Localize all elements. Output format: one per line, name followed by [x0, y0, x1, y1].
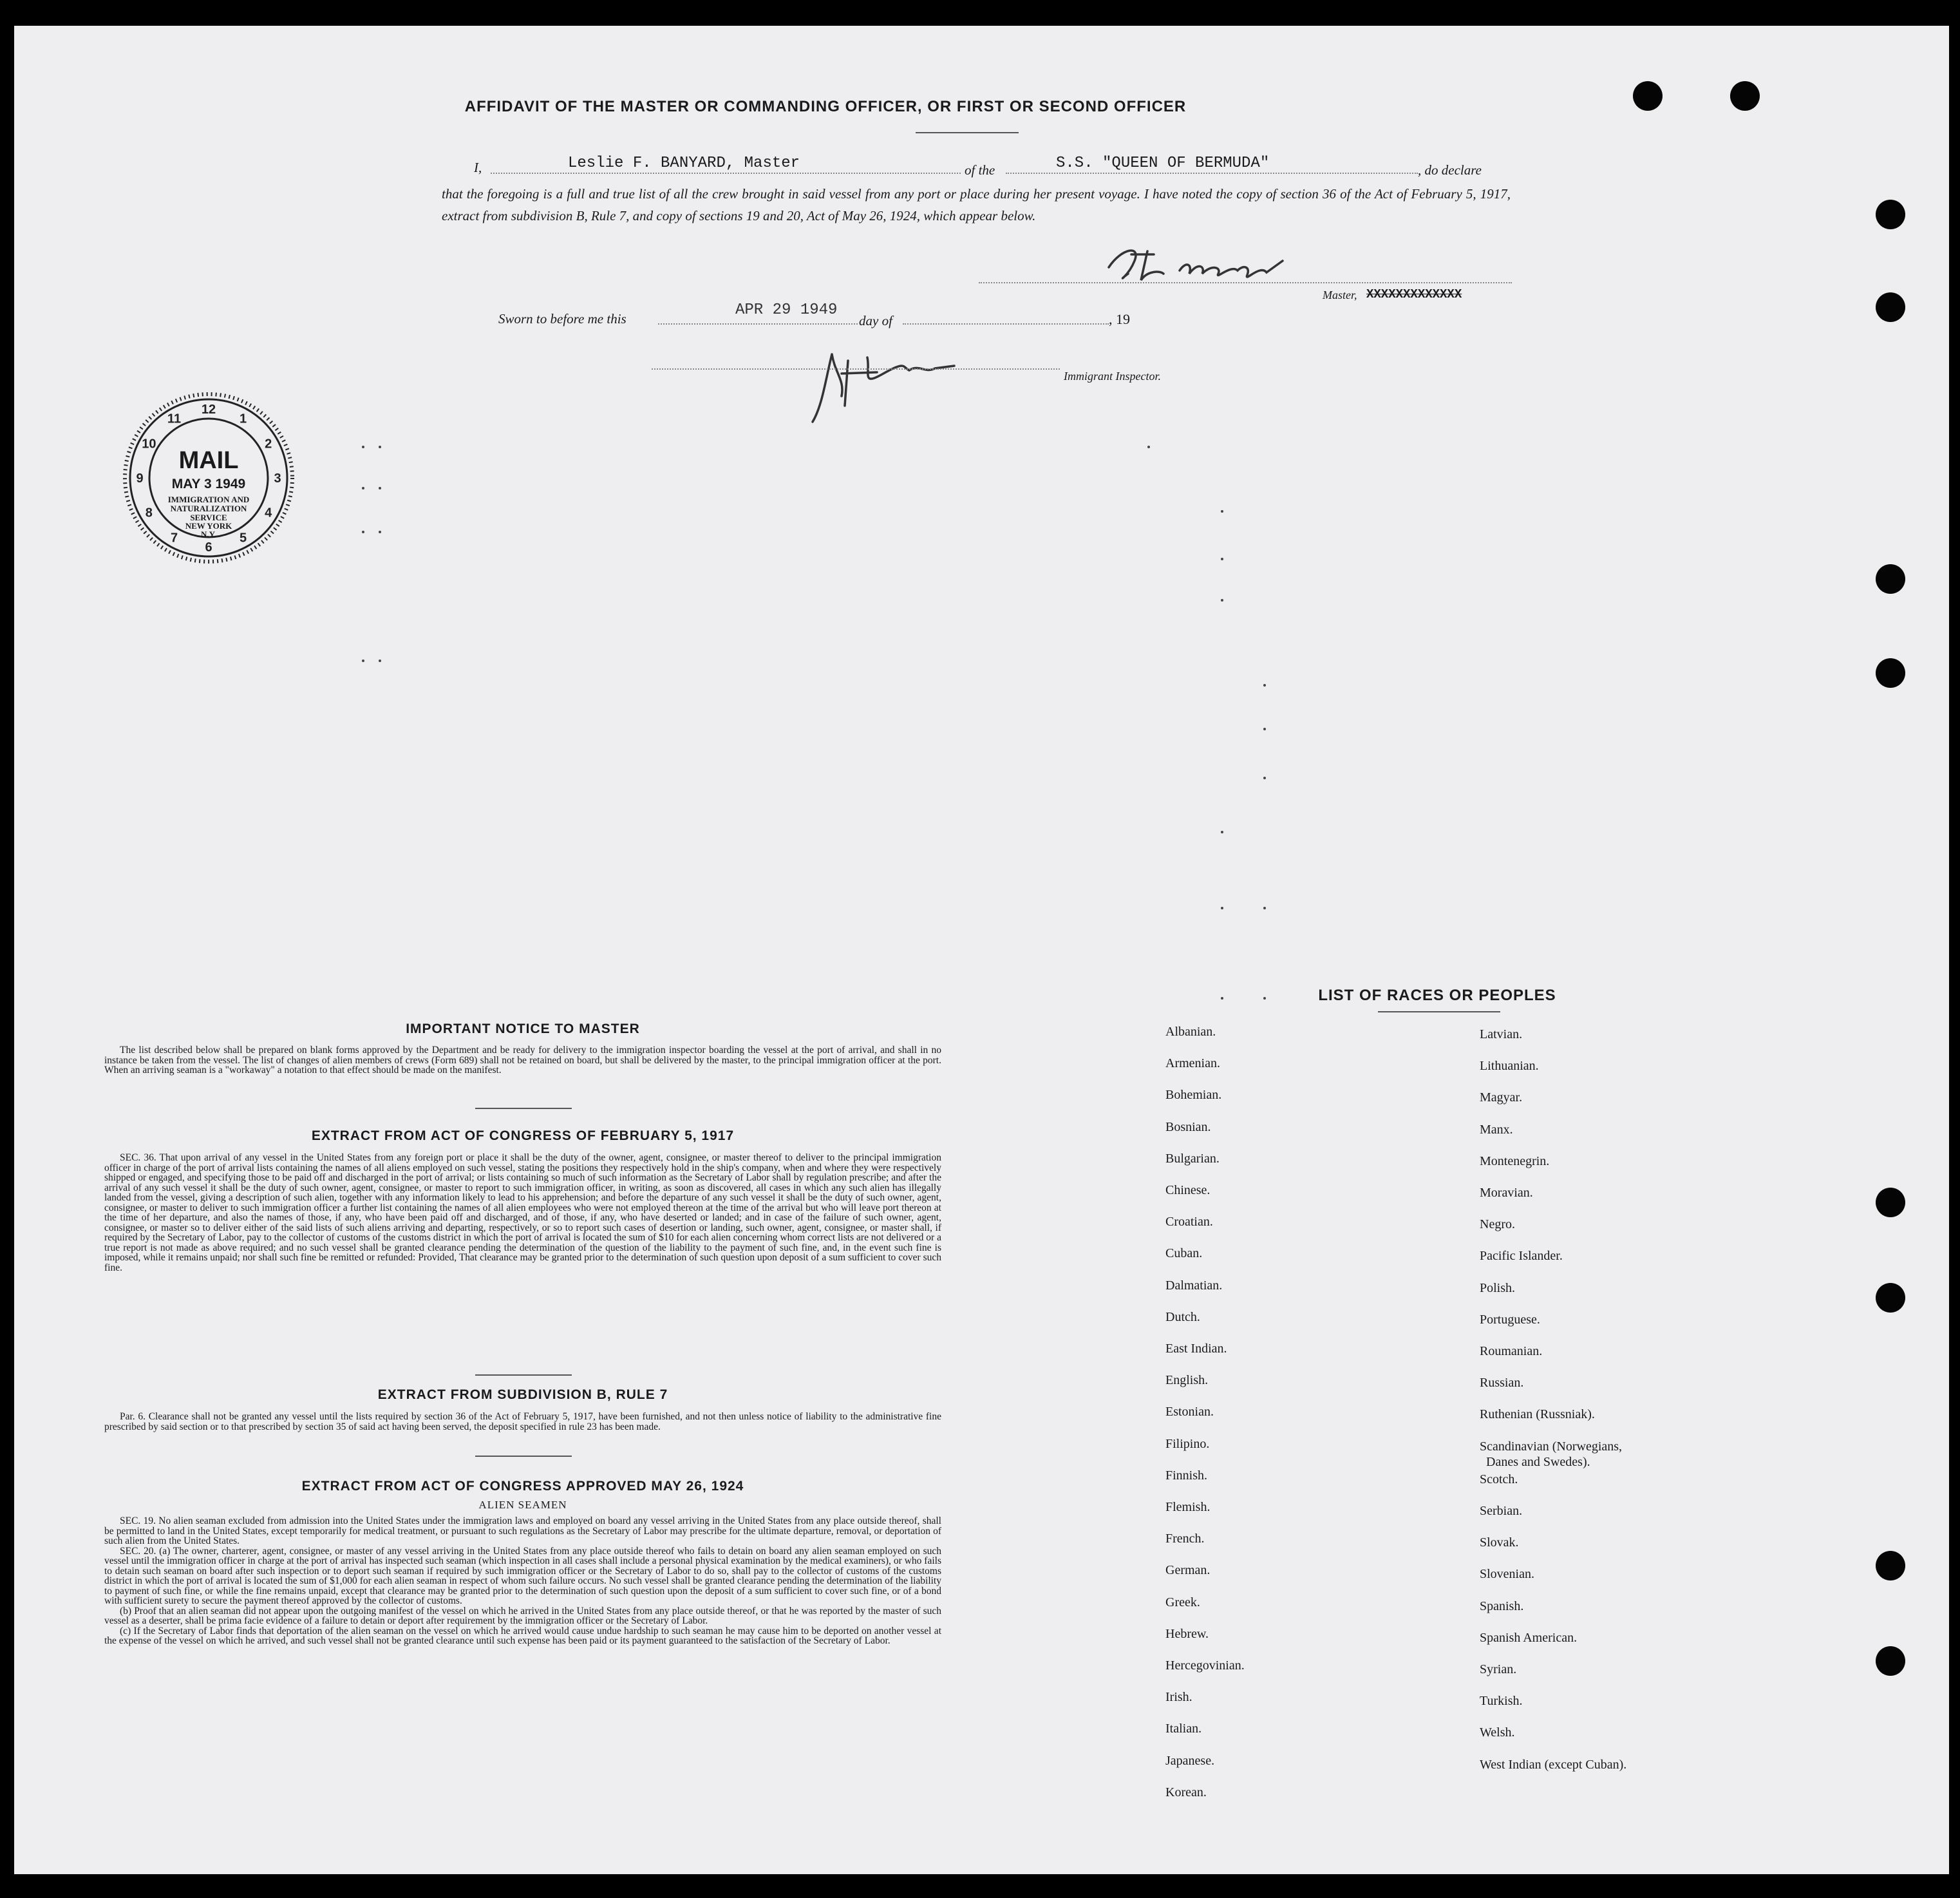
- stamp-mail: MAIL: [178, 447, 239, 474]
- inspector-label: Immigrant Inspector.: [1064, 370, 1161, 383]
- divider: [475, 1456, 572, 1457]
- race-item: Turkish.: [1480, 1694, 1523, 1709]
- divider: [1378, 1011, 1500, 1012]
- extract-1924-subtitle: ALIEN SEAMEN: [478, 1499, 567, 1511]
- of-the-label: of the: [965, 162, 995, 178]
- vessel-line: [1006, 173, 1418, 174]
- race-item: Manx.: [1480, 1122, 1513, 1137]
- punch-hole: [1876, 564, 1905, 594]
- speck: [379, 446, 381, 448]
- race-item: Syrian.: [1480, 1662, 1517, 1676]
- stamp-clock-number: 10: [142, 437, 156, 451]
- race-item: Russian.: [1480, 1376, 1524, 1390]
- month-line: [903, 323, 1109, 325]
- race-item-continued: Danes and Swedes).: [1486, 1454, 1590, 1469]
- race-item: Greek.: [1165, 1595, 1200, 1609]
- section-19: SEC. 19. No alien seaman excluded from admission into the United States under the immigration laws and employed on board any vessel arriving in the United States from any place outside thereof, shall be permitted to land in the United States, except temporarily for medical treatment, or pursuant to such regulations as the Secretary of Labor may prescribe for the ultimate departure, removal, or deportation of such alien from the United States.: [104, 1515, 941, 1546]
- day-of-label: day of: [859, 313, 892, 328]
- speck: [379, 660, 381, 662]
- race-item: Bosnian.: [1165, 1119, 1211, 1134]
- sworn-label: Sworn to before me this: [498, 311, 627, 327]
- stamp-clock-number: 4: [265, 506, 272, 520]
- speck: [1263, 728, 1266, 730]
- name-line: [491, 173, 961, 174]
- speck: [1221, 831, 1223, 833]
- extract-1917-body: [104, 1153, 941, 1273]
- do-declare-label: , do declare: [1418, 162, 1482, 178]
- punch-hole: [1876, 1188, 1905, 1217]
- stamp-clock-number: 12: [201, 403, 216, 417]
- race-item: Moravian.: [1480, 1186, 1533, 1200]
- notice-body: [104, 1045, 941, 1076]
- stamp-clock-number: 9: [136, 471, 144, 486]
- notice-paragraph: The list described below shall be prepared on blank forms approved by the Department and be ready for delivery to the immigration inspector boarding the vessel at the port of arrival, and shall in no instance be taken from the vessel. The list of changes of alien members of crews (Form 689) shall not be retained on board, but shall be delivered by the master, to the principal immigration officer at the port. When an arriving seaman is a "workaway" a notation to that effect should be made on the manifest.: [104, 1045, 941, 1076]
- race-item: Spanish.: [1480, 1599, 1524, 1613]
- race-item: Scandinavian (Norwegians,: [1480, 1439, 1623, 1454]
- stamp-line-4: NEW YORK: [185, 521, 232, 531]
- extract-1917-paragraph: SEC. 36. That upon arrival of any vessel in the United States from any foreign port or place it shall be the duty of the owner, agent, consignee, or master thereof to deliver to the principal immigration officer in charge of the port of arrival lists containing the names of all aliens employed on such vessel, stating the positions they respectively hold in the ship's company, when and where they were respectively shipped or engaged, and specifying those to be paid off and discharged in the port of arrival; or lists containing so much of such information as the Secretary of Labor shall by regulation prescribe; and after the arrival of any such vessel it shall be the duty of such owner, agent, consignee, or master to report to such immigration officer, in writing, as soon as discovered, all cases in which any such alien has illegally landed from the vessel, giving a description of such alien, together with any information likely to lead to his apprehension; and before the departure of any such vessel it shall be the duty of such owner, agent, consignee, or master to deliver to such immigration officer a further list containing the names of all alien employees who were not employed thereon at the time of the arrival but who will leave port thereon at the time of her departure, and also the names of those, if any, who have been paid off and discharged, and of those, if any, who have deserted or landed; and in case of the failure of such owner, agent, consignee, or master so to deliver either of the said lists of such aliens arriving and departing, respectively, or so to report such cases of desertion or landing, such owner, agent, consignee, or master shall, if required by the Secretary of Labor, pay to the collector of customs of the customs district in which the port of arrival is located the sum of $10 for each alien concerning whom correct lists are not delivered or a true report is not made as above required; and no such vessel shall be granted clearance pending the determination of the question of the liability to the payment of such fine, and, in the event such fine is imposed, while it remains unpaid; nor shall such fine be remitted or refunded: Provided, That clearance may be granted prior to the determination of such question upon deposit of a sum sufficient to cover such fine.: [104, 1152, 941, 1273]
- race-item: Latvian.: [1480, 1027, 1523, 1041]
- race-item: Cuban.: [1165, 1246, 1203, 1261]
- race-item: English.: [1165, 1373, 1209, 1388]
- stamp-date: MAY 3 1949: [171, 477, 246, 491]
- notice-title: IMPORTANT NOTICE TO MASTER: [406, 1021, 640, 1036]
- mail-received-stamp: [121, 390, 296, 565]
- race-item: Croatian.: [1165, 1215, 1213, 1229]
- punch-hole: [1730, 81, 1760, 111]
- speck: [362, 446, 364, 448]
- race-item: Korean.: [1165, 1785, 1207, 1799]
- race-item: Armenian.: [1165, 1056, 1220, 1071]
- punch-hole: [1876, 1551, 1905, 1580]
- race-item: Ruthenian (Russniak).: [1480, 1407, 1595, 1422]
- extract-1924-title: EXTRACT FROM ACT OF CONGRESS APPROVED MAY 26, 1924: [301, 1479, 744, 1494]
- sworn-date-line: [658, 323, 858, 325]
- extract-rule7-title: EXTRACT FROM SUBDIVISION B, RULE 7: [377, 1387, 668, 1402]
- affidavit-title: AFFIDAVIT OF THE MASTER OR COMMANDING OFFICER, OR FIRST OR SECOND OFFICER: [464, 98, 1187, 115]
- punch-hole: [1633, 81, 1663, 111]
- race-item: Irish.: [1165, 1690, 1192, 1705]
- speck: [379, 531, 381, 533]
- stamp-clock-number: 7: [170, 531, 178, 546]
- stamp-line-2: NATURALIZATION: [170, 504, 247, 513]
- stamp-line-5: N.Y.: [200, 529, 217, 539]
- stamp-clock-number: 8: [145, 506, 153, 520]
- race-item: Roumanian.: [1480, 1344, 1543, 1358]
- speck: [1263, 907, 1266, 909]
- race-item: German.: [1165, 1563, 1211, 1578]
- stamp-clock-number: 5: [239, 531, 247, 546]
- punch-hole: [1876, 292, 1905, 322]
- extract-rule7-paragraph: Par. 6. Clearance shall not be granted any vessel until the lists required by section 36 of the Act of February 5, 1917, have been furnished, and not then unless notice of liability to the administrative fine prescribed by said section or to that prescribed by section 35 of said act having been served, the deposit specified in rule 23 has been made.: [104, 1411, 941, 1432]
- inspector-signature: [806, 335, 961, 432]
- section-20a: SEC. 20. (a) The owner, charterer, agent, consignee, or master of any vessel arriving in the United States from any place outside thereof who fails to detain on board any alien seaman employed on such vessel until the immigration officer in charge at the port of arrival has inspected such seaman (which inspection in all cases shall include a personal physical examination by the medical examiners), or who fails to detain such seaman on board after such inspection or to deport such seaman if required by such immigration officer or the Secretary of Labor to do so, shall pay to the collector of customs of the customs district in which the port of arrival is located the sum of $1,000 for each alien seaman in respect of whom such failure occurs. No such vessel shall be granted clearance pending the determination of the liability to payment of such fine, or while the fine remains unpaid, except that clearance may be granted prior to the determination of such question upon the deposit of a sum sufficient to cover such fine, or of a bond with sufficient surety to secure the payment thereof approved by the collector of customs.: [104, 1545, 941, 1606]
- speck: [1221, 510, 1223, 513]
- affidavit-body: that the foregoing is a full and true list of all the crew brought in said vessel from any port or place during her present voyage. I have noted the copy of section 36 of the Act of February 5, 1917, extract from subdivision B, Rule 7, and copy of sections 19 and 20, Act of May 26, 1924, which appear below.: [442, 186, 1511, 223]
- punch-hole: [1876, 1283, 1905, 1313]
- race-item: Slovak.: [1480, 1535, 1519, 1550]
- master-name: Leslie F. BANYARD, Master: [568, 155, 800, 172]
- divider: [475, 1374, 572, 1376]
- stamp-clock-number: 3: [274, 471, 281, 486]
- inspector-line: [652, 368, 1060, 370]
- race-item: Negro.: [1480, 1217, 1515, 1232]
- race-item: Lithuanian.: [1480, 1059, 1539, 1074]
- speck: [1147, 446, 1150, 448]
- punch-hole: [1876, 200, 1905, 229]
- stamp-line-3: SERVICE: [190, 513, 227, 522]
- race-item: Portuguese.: [1480, 1312, 1540, 1327]
- speck: [1263, 684, 1266, 687]
- speck: [1221, 599, 1223, 602]
- race-item: Magyar.: [1480, 1090, 1523, 1105]
- divider: [916, 132, 1019, 133]
- document-page: [14, 26, 1949, 1874]
- punch-hole: [1876, 658, 1905, 688]
- race-item: Japanese.: [1165, 1753, 1215, 1768]
- stamp-clock-number: 6: [205, 540, 212, 555]
- stamp-clock-number: 2: [265, 437, 272, 451]
- vessel-name: S.S. "QUEEN OF BERMUDA": [1056, 155, 1270, 172]
- race-item: West Indian (except Cuban).: [1480, 1757, 1627, 1772]
- race-item: Dalmatian.: [1165, 1278, 1223, 1293]
- signature-line: [979, 282, 1512, 283]
- speck: [362, 660, 364, 662]
- race-item: Dutch.: [1165, 1309, 1200, 1324]
- sworn-date-stamp: APR 29 1949: [735, 301, 838, 319]
- race-item: Serbian.: [1480, 1504, 1523, 1518]
- race-item: Bulgarian.: [1165, 1151, 1220, 1166]
- extract-1924-body: [104, 1516, 941, 1646]
- race-item: Albanian.: [1165, 1025, 1216, 1039]
- speck: [1221, 558, 1223, 560]
- stamp-clock-number: 11: [167, 412, 182, 426]
- race-item: Montenegrin.: [1480, 1153, 1550, 1168]
- speck: [362, 531, 364, 533]
- races-title: LIST OF RACES OR PEOPLES: [1318, 987, 1556, 1004]
- speck: [1221, 997, 1223, 1000]
- race-item: Hebrew.: [1165, 1626, 1209, 1641]
- race-item: Bohemian.: [1165, 1088, 1222, 1103]
- i-label: I,: [474, 160, 482, 175]
- race-item: Slovenian.: [1480, 1567, 1534, 1582]
- race-item: Polish.: [1480, 1280, 1516, 1295]
- speck: [1221, 907, 1223, 909]
- section-20c: (c) If the Secretary of Labor finds that deportation of the alien seaman on the vessel on which he arrived would cause undue hardship to such seaman he may cause him to be deported on another vessel at the expense of the vessel on which he arrived, and such vessel shall not be granted clearance until such expense has been paid or its payment guaranteed to the satisfaction of the Secretary of Labor.: [104, 1625, 941, 1646]
- race-item: East Indian.: [1165, 1342, 1227, 1356]
- race-item: Welsh.: [1480, 1725, 1515, 1740]
- stamp-line-1: IMMIGRATION AND: [167, 495, 250, 504]
- master-struck-text: XXXXXXXXXXXXX: [1366, 287, 1462, 301]
- race-item: Estonian.: [1165, 1405, 1214, 1419]
- stamp-clock-number: 1: [239, 412, 247, 426]
- race-item: Filipino.: [1165, 1436, 1210, 1451]
- extract-rule7-body: [104, 1412, 941, 1432]
- master-label: Master,: [1323, 289, 1357, 301]
- speck: [379, 487, 381, 489]
- divider: [475, 1108, 572, 1109]
- punch-hole: [1876, 1646, 1905, 1676]
- speck: [362, 487, 364, 489]
- race-item: Chinese.: [1165, 1183, 1211, 1197]
- race-item: Finnish.: [1165, 1468, 1208, 1483]
- race-item: Pacific Islander.: [1480, 1249, 1563, 1264]
- race-item: Flemish.: [1165, 1500, 1211, 1514]
- race-item: French.: [1165, 1532, 1205, 1546]
- master-signature: [1102, 235, 1296, 293]
- race-item: Spanish American.: [1480, 1630, 1578, 1645]
- race-item: Scotch.: [1480, 1472, 1518, 1486]
- race-item: Italian.: [1165, 1722, 1202, 1736]
- extract-1917-title: EXTRACT FROM ACT OF CONGRESS OF FEBRUARY 5, 1917: [311, 1128, 735, 1143]
- speck: [1263, 777, 1266, 779]
- race-item: Hercegovinian.: [1165, 1658, 1245, 1673]
- year-prefix: , 19: [1109, 311, 1130, 327]
- section-20b: (b) Proof that an alien seaman did not appear upon the outgoing manifest of the vessel on which he arrived in the United States from any place outside thereof, or that he was reported by the master of such vessel as a deserter, shall be prima facie evidence of a failure to detain or deport after requirement by the immigration officer or the Secretary of Labor.: [104, 1605, 941, 1626]
